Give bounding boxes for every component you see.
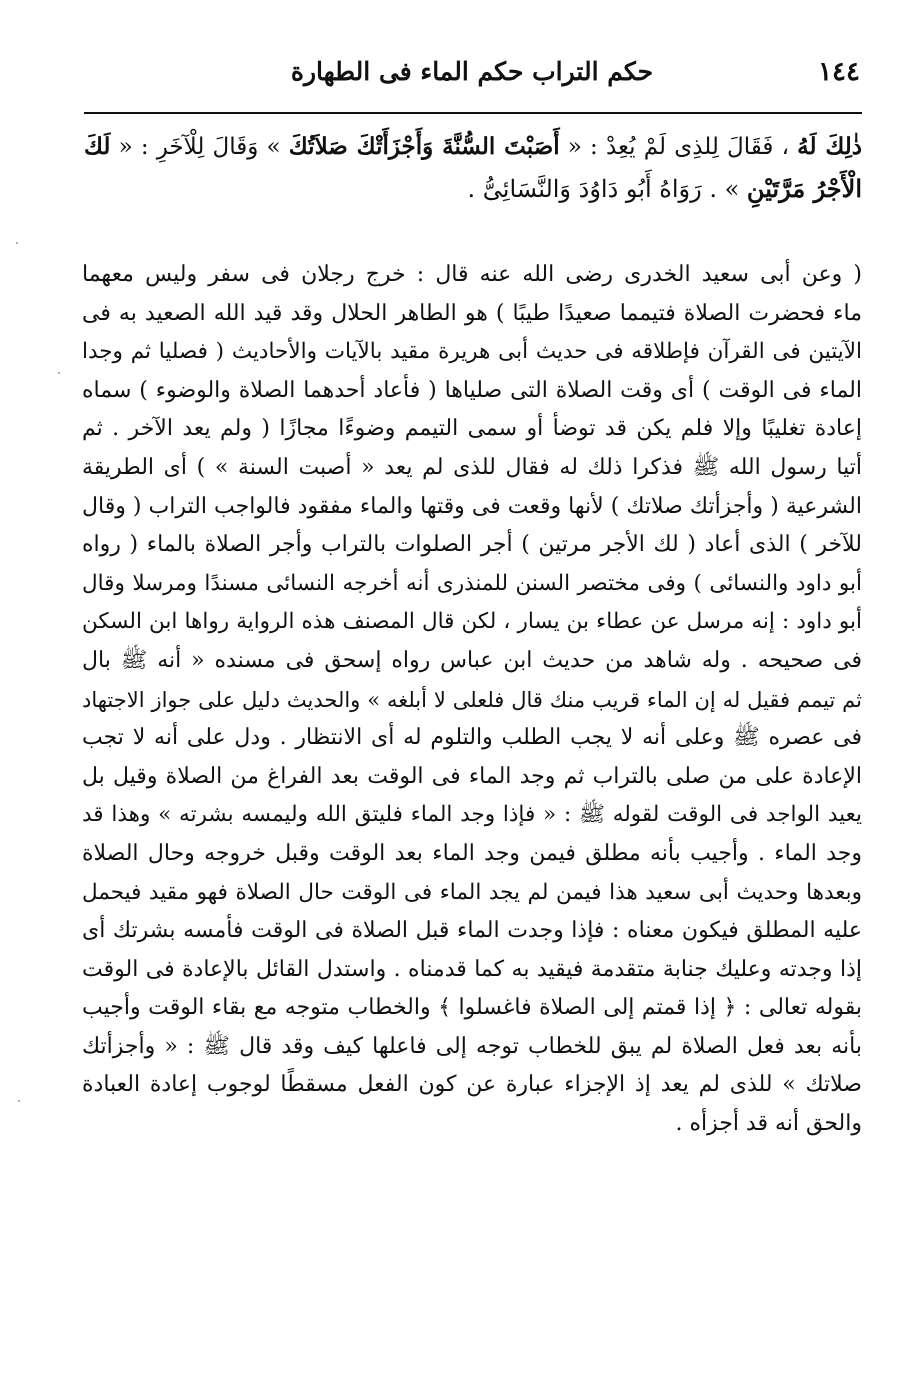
scan-speck xyxy=(18,1100,20,1102)
commentary-line: الإعادة على من صلى بالتراب ثم وجد الماء فى الوقت بعد الفراغ من الصلاة وقيل بل xyxy=(82,763,862,789)
commentary-line: بأنه بعد فعل الصلاة لم يبق للخطاب توجه إلى فاعلها كيف وقد قال ﷺ : « وأجزأتك xyxy=(82,1033,862,1059)
header-divider xyxy=(84,112,862,114)
hadith-text xyxy=(84,126,862,210)
commentary-line: ( وعن أبى سعيد الخدرى رضى الله عنه قال : خرج رجلان فى سفر وليس معهما xyxy=(82,262,862,287)
commentary-line: وبعدها وحديث أبى سعيد هذا فيمن لم يجد الماء فى الوقت حال الصلاة فهو مقيد فيحمل xyxy=(82,879,862,905)
page-number: ١٤٤ xyxy=(818,57,860,87)
commentary-text xyxy=(82,256,862,1144)
page-header xyxy=(84,52,860,92)
commentary-line: ماء فحضرت الصلاة فتيمما صعيدًا طيبًا ) هو الطاهر الحلال وقد قيد الله الصعيد به فى xyxy=(82,300,862,326)
hadith-narration: ، فَقَالَ لِلذِى لَمْ يُعِدْ : « xyxy=(559,134,798,160)
hadith-quote: ذٰلِكَ لَهُ xyxy=(797,133,863,160)
commentary-line: إعادة تغليبًا وإلا فلم يكن قد توضأ أو سمى التيمم وضوءًا مجازًا ( ولم يعد الآخر . ثم xyxy=(82,416,862,442)
hadith-narration: » وَقَالَ لِلْآخَرِ : « xyxy=(110,134,289,160)
commentary-line: بقوله تعالى : ﴿ إذا قمتم إلى الصلاة فاغسلوا ﴾ والخطاب متوجه مع بقاء الوقت وأجيب xyxy=(82,995,862,1021)
hadith-line xyxy=(84,126,862,168)
commentary-line: يعيد الواجد فى الوقت لقوله ﷺ : « فإذا وجد الماء فليتق الله وليمسه بشرته » وهذا قد xyxy=(82,802,862,828)
hadith-line xyxy=(84,168,862,210)
commentary-line: وجد الماء . وأجيب بأنه مطلق فيمن وجد الماء بعد الوقت وقبل خروجه وحال الصلاة xyxy=(82,840,862,866)
commentary-line: للآخر ) الذى أعاد ( لك الأجر مرتين ) أجر الصلوات بالتراب وأجر الصلاة بالماء ( رواه xyxy=(82,532,862,558)
commentary-line: أبو داود والنسائى ) وفى مختصر السنن للمنذرى أنه أخرجه النسائى مسندًا ومرسلا وقال xyxy=(82,570,862,596)
hadith-quote: لَكَ xyxy=(84,133,111,160)
commentary-line: صلاتك » للذى لم يعد إذ الإجزاء عبارة عن كون الفعل مسقطًا لوجوب إعادة العبادة xyxy=(82,1072,862,1098)
commentary-line: الماء فى الوقت ) أى وقت الصلاة التى صلياها ( فأعاد أحدهما الصلاة والوضوء ) سماه xyxy=(82,377,862,403)
commentary-line: فى صحيحه . وله شاهد من حديث ابن عباس رواه إسحق فى مسنده « أنه ﷺ بال xyxy=(82,647,862,673)
commentary-line: إذا وجدته وعليك جنابة متقدمة فيقيد به كما قدمناه . واستدل القائل بالإعادة فى الوقت xyxy=(82,956,862,982)
hadith-quote: الْأَجْرُ مَرَّتَيْنِ xyxy=(746,174,862,203)
scan-speck xyxy=(16,242,18,244)
commentary-line: فى عصره ﷺ وعلى أنه لا يجب الطلب والتلوم له أى الانتظار . ودل على أنه لا تجب xyxy=(82,725,862,751)
commentary-line: أتيا رسول الله ﷺ فذكرا ذلك له فقال للذى لم يعد « أصبت السنة » ) أى الطريقة xyxy=(82,454,862,480)
running-title: حكم التراب حكم الماء فى الطهارة xyxy=(290,57,654,86)
hadith-quote: أَصَبْتَ السُّنَّةَ وَأَجْزَأَتْكَ صَلاَتُكَ xyxy=(288,133,560,160)
commentary-line: الآيتين فى القرآن فإطلاقه فى حديث أبى هريرة مقيد بالآيات والأحاديث ( فصليا ثم وجدا xyxy=(82,339,862,365)
commentary-line: والحق أنه قد أجزأه . xyxy=(675,1111,862,1137)
commentary-line: عليه المطلق فيكون معناه : فإذا وجدت الماء قبل الصلاة فى الوقت فأمسه بشرتك أى xyxy=(82,918,862,944)
scan-speck xyxy=(58,372,60,374)
commentary-line: الشرعية ( وأجزأتك صلاتك ) لأنها وقعت فى وقتها والماء مفقود فالواجب التراب ( وقال xyxy=(82,493,862,519)
commentary-line: أبو داود : إنه مرسل عن عطاء بن يسار ، لكن قال المصنف هذه الرواية رواها ابن السكن xyxy=(82,609,862,635)
hadith-narration: » . رَوَاهُ أَبُو دَاوُدَ وَالنَّسَائِىُّ . xyxy=(467,175,747,203)
commentary-line: ثم تيمم فقيل له إن الماء قريب منك قال فلعلى لا أبلغه » والحديث دليل على جواز الاجتهاد xyxy=(82,687,862,712)
